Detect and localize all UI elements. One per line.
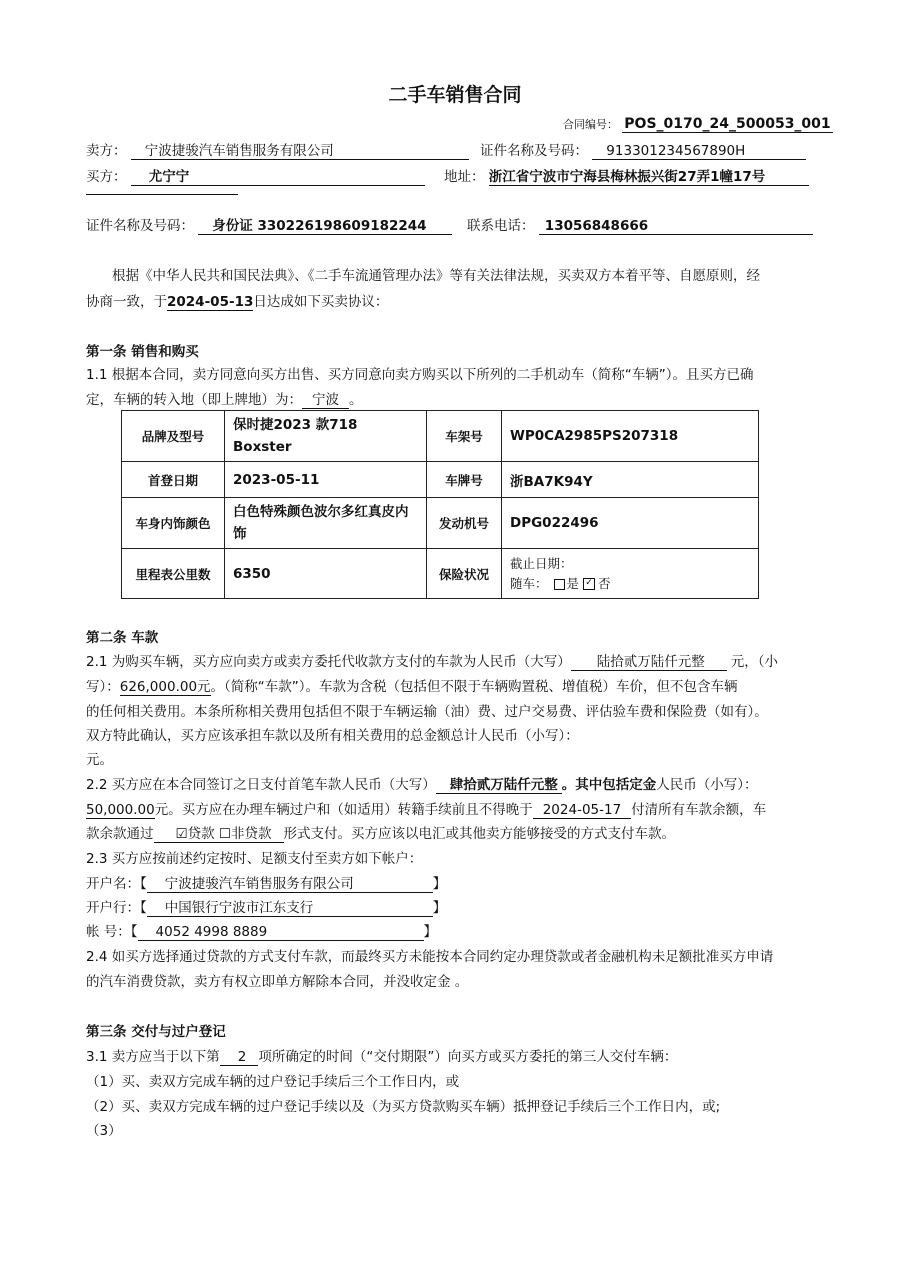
article-1-title: 第一条 销售和购买 <box>86 344 199 360</box>
article-3-title: 第三条 交付与过户登记 <box>86 1024 226 1040</box>
mileage-value: 6350 <box>225 549 427 599</box>
price-chinese: 陆拾贰万陆仟元整 <box>571 650 727 671</box>
buyer-name: 尤宁宁 <box>131 165 425 186</box>
delivery-option-2: （2）买、卖双方完成车辆的过户登记手续以及（为买方贷款购买车辆）抵押登记手续后三个工作日内，或; <box>86 1099 721 1115</box>
article-2-1-line-1 <box>86 650 778 671</box>
contract-number-label: 合同编号： <box>563 118 618 131</box>
color-label: 车身内饰颜色 <box>122 498 225 549</box>
page-title: 二手车销售合同 <box>388 84 522 106</box>
insurance-follow-car <box>510 574 750 594</box>
preamble-line-1: 根据《中华人民共和国民法典》、《二手车流通管理办法》等有关法律法规，买卖双方本着平等、自愿原则，经 <box>112 268 760 284</box>
balance-due-date: 2024-05-17 <box>533 802 631 819</box>
no-label: 否 <box>598 575 611 591</box>
delivery-option-1: （1）买、卖双方完成车辆的过户登记手续后三个工作日内，或 <box>86 1074 460 1090</box>
account-bank-row <box>86 896 446 917</box>
article-2-1-line-2 <box>86 675 738 696</box>
insurance-label: 保险状况 <box>427 549 502 599</box>
address-value: 浙江省宁波市宁海县梅林振兴街27弄1幢17号 <box>489 165 809 186</box>
account-name: 宁波捷骏汽车销售服务有限公司 <box>147 872 433 893</box>
first-payment-chinese: 肆拾贰万陆仟元整 <box>436 773 562 794</box>
plate-value: 浙BA7K94Y <box>502 462 759 498</box>
article-2-4-line-2: 的汽车消费贷款，卖方有权立即单方解除本合同，并没收定金 。 <box>86 974 469 990</box>
article-2-3: 2.3 买方应按前述约定按时、足额支付至卖方如下帐户： <box>86 851 423 867</box>
preamble-line-2 <box>86 290 388 311</box>
registration-date-value: 2023-05-11 <box>225 462 427 498</box>
bracket: 】 <box>432 900 447 916</box>
article-1-1-line-1: 1.1 根据本合同，卖方同意向买方出售、买方同意向卖方购买以下所列的二手机动车（简称“车辆”）。且买方已确 <box>86 367 754 383</box>
price-number: 626,000.00元 <box>120 675 211 696</box>
article-2-2-text-b: 。其中包括定金 <box>561 777 657 793</box>
yes-label: 是 <box>566 575 580 591</box>
phone-label: 联系电话： <box>467 218 535 234</box>
article-1-1-line-2: 定，车辆的转入地（即上牌地）为： 宁波 。 <box>86 388 363 409</box>
account-number: 4052 4998 8889 <box>138 924 424 941</box>
buyer-label: 买方： <box>86 169 127 185</box>
delivery-option-number: 2 <box>220 1049 259 1066</box>
article-3-1-text-b: 项所确定的时间（“交付期限”）向买方或买方委托的第三人交付车辆： <box>258 1049 678 1065</box>
contract-number <box>563 116 833 133</box>
article-2-2-text-d: 元。买方应在办理车辆过户和（如适用）转籍手续前且不得晚于 <box>154 802 533 818</box>
article-2-4-line-1: 2.4 如买方选择通过贷款的方式支付车款，而最终买方未能按本合同约定办理贷款或者金融机构未足额批准买方申请 <box>86 949 774 965</box>
follow-car-label: 随车： <box>510 575 548 591</box>
color-value: 白色特殊颜色波尔多红真皮内饰 <box>225 498 427 549</box>
article-2-2-text-a: 2.2 买方应在本合同签订之日支付首笔车款人民币（大写） <box>86 777 436 793</box>
article-1-1-text: 定，车辆的转入地（即上牌地）为： <box>86 392 302 408</box>
account-number-row <box>86 920 437 941</box>
vin-value: WP0CA2985PS207318 <box>502 411 759 462</box>
seller-row <box>86 139 469 160</box>
article-2-1-text-a: 2.1 为购买车辆，买方应向卖方或卖方委托代收款方支付的车款为人民币（大写） <box>86 654 571 670</box>
article-2-2-text-e: 付清所有车款余额，车 <box>631 802 767 818</box>
article-2-2-line-2 <box>86 798 766 819</box>
account-name-label: 开户名：【 <box>86 876 147 892</box>
engine-label: 发动机号 <box>427 498 502 549</box>
brand-value: 保时捷2023 款718 Boxster <box>225 411 427 462</box>
registration-date-label: 首登日期 <box>122 462 225 498</box>
buyer-id-value: 身份证 330226198609182244 <box>198 214 452 235</box>
vehicle-table <box>121 410 759 599</box>
article-2-1-text-d: 。（简称“车款”）。车款为含税（包括但不限于车辆购置税、增值税）车价，但不包含车辆 <box>210 679 738 695</box>
engine-value: DPG022496 <box>502 498 759 549</box>
agreement-date: 2024-05-13 <box>167 294 254 310</box>
article-3-1-text-a: 3.1 卖方应当于以下第 <box>86 1049 220 1065</box>
registration-city: 宁波 <box>302 388 349 409</box>
buyer-id-row <box>86 214 452 235</box>
brand-label: 品牌及型号 <box>122 411 225 462</box>
payment-method: ☑贷款 ☐非贷款 <box>154 822 284 843</box>
address-label: 地址： <box>444 169 485 185</box>
seller-id-row <box>480 139 806 160</box>
buyer-id-label: 证件名称及号码： <box>86 218 194 234</box>
article-2-2-text-c: 人民币（小写）： <box>656 777 758 793</box>
address-continuation-line <box>86 194 238 195</box>
article-2-2-text-f: 款余款通过 <box>86 826 154 842</box>
plate-label: 车牌号 <box>427 462 502 498</box>
deposit-amount: 50,000.00 <box>86 802 155 818</box>
address-row <box>444 165 809 186</box>
account-bank: 中国银行宁波市江东支行 <box>147 896 433 917</box>
no-checkbox-checked[interactable]: ✓ <box>583 578 595 590</box>
article-2-title: 第二条 车款 <box>86 630 159 646</box>
insurance-status <box>502 549 759 599</box>
preamble-text-b: 日达成如下买卖协议： <box>253 294 389 310</box>
contract-number-value: POS_0170_24_500053_001 <box>624 116 831 132</box>
vin-label: 车架号 <box>427 411 502 462</box>
article-2-2-text-g: 形式支付。买方应该以电汇或其他卖方能够接受的方式支付车款。 <box>283 826 675 842</box>
preamble-text-a: 协商一致，于 <box>86 294 167 310</box>
delivery-option-3: （3） <box>86 1123 122 1139</box>
article-2-1-line-5: 元。 <box>86 752 113 768</box>
bracket: 】 <box>432 876 447 892</box>
article-3-1 <box>86 1045 677 1066</box>
seller-id-value: 913301234567890H <box>592 143 806 160</box>
article-2-1-text-c: 写）： <box>86 679 120 695</box>
insurance-expiry: 截止日期： <box>510 555 573 571</box>
seller-label: 卖方： <box>86 143 127 159</box>
buyer-row <box>86 165 425 186</box>
article-2-1-line-3: 的任何相关费用。本条所称相关费用包括但不限于车辆运输（油）费、过户交易费、评估验车费和保险费（如有）。 <box>86 704 768 720</box>
article-2-2-line-1 <box>86 773 758 794</box>
account-bank-label: 开户行：【 <box>86 900 147 916</box>
account-name-row <box>86 872 446 893</box>
account-number-label: 帐 号：【 <box>86 924 138 940</box>
bracket: 】 <box>423 924 438 940</box>
article-2-1-line-4: 双方特此确认，买方应该承担车款以及所有相关费用的总金额总计人民币（小写）： <box>86 728 579 744</box>
seller-name: 宁波捷骏汽车销售服务有限公司 <box>131 139 469 160</box>
article-2-1-text-b: 元，（小 <box>730 654 779 670</box>
article-2-2-line-3 <box>86 822 675 843</box>
phone-value: 13056848666 <box>539 218 813 235</box>
mileage-label: 里程表公里数 <box>122 549 225 599</box>
phone-row <box>467 214 813 235</box>
seller-id-label: 证件名称及号码： <box>480 143 588 159</box>
yes-checkbox[interactable] <box>554 579 565 590</box>
